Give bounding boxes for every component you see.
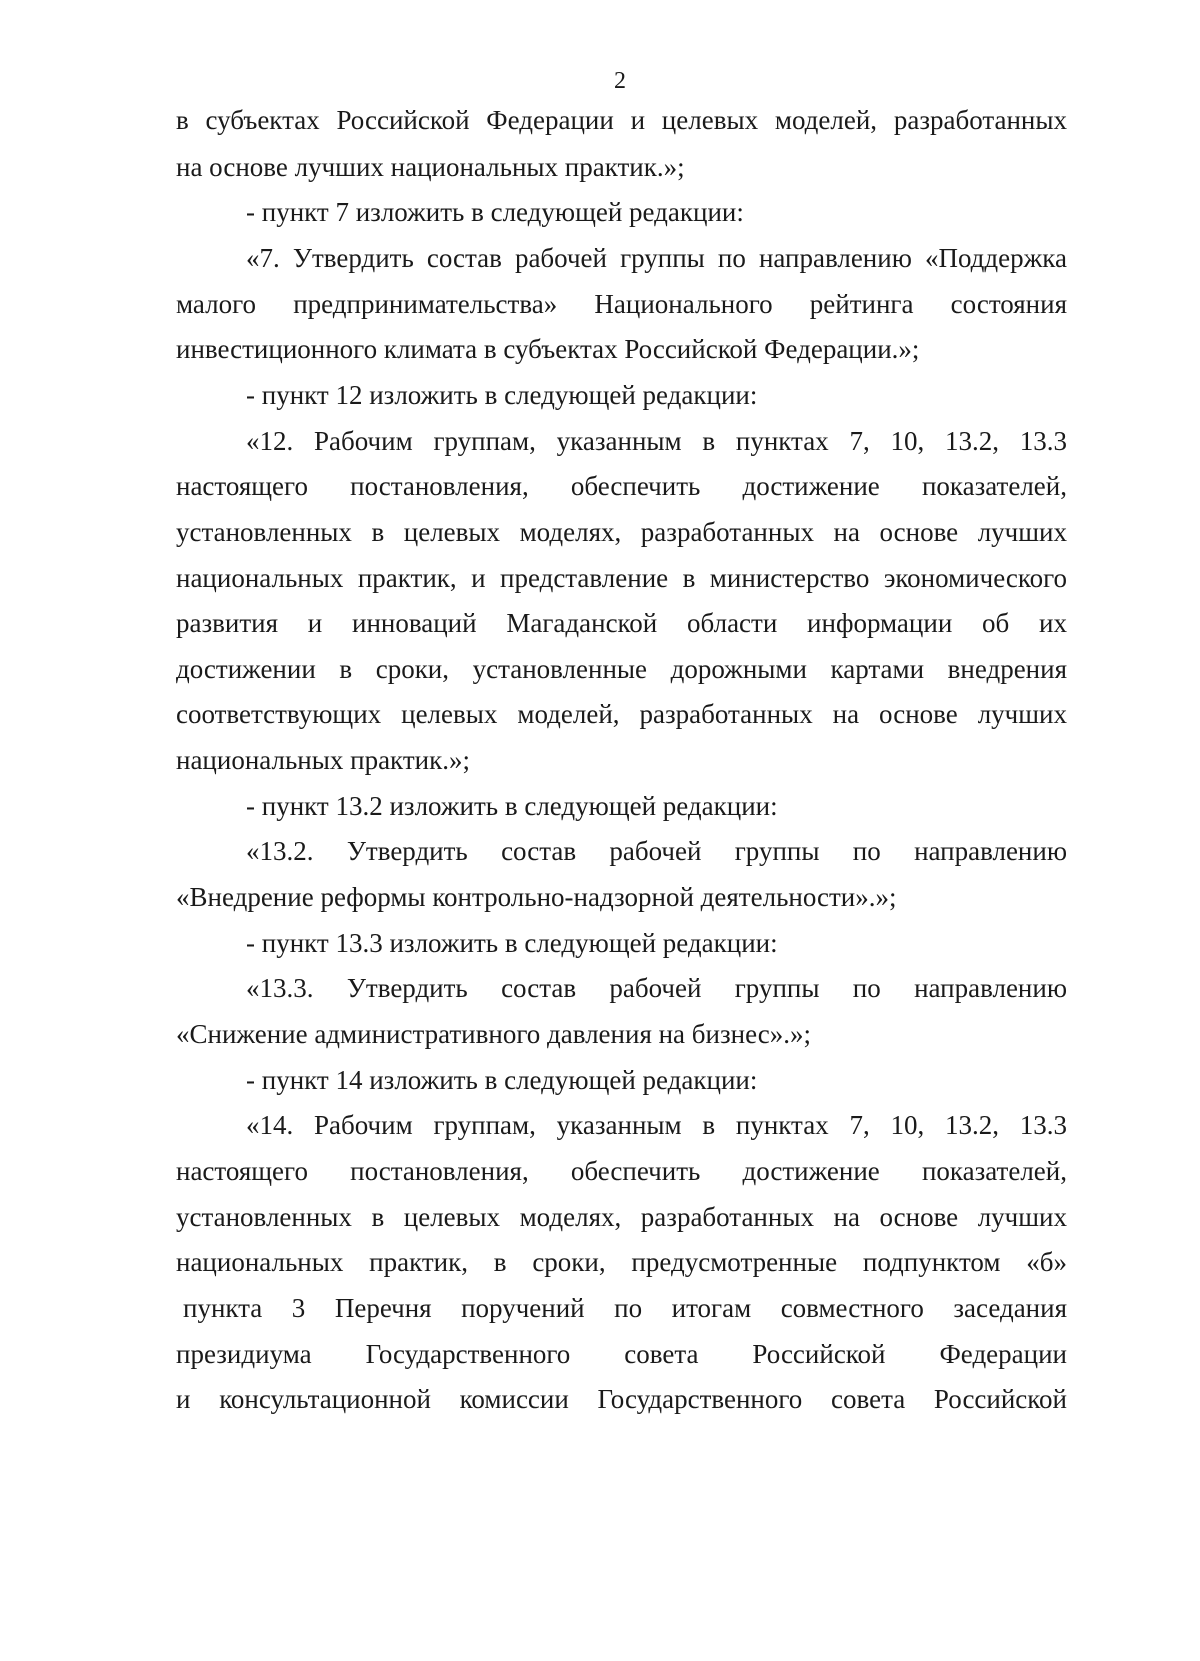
text-line: - пункт 12 изложить в следующей редакции: [246, 380, 758, 410]
text-line: - пункт 13.2 изложить в следующей редакции: [246, 791, 778, 821]
text-line: - пункт 14 изложить в следующей редакции: [246, 1065, 758, 1095]
text-line: «Внедрение реформы контрольно-надзорной деятельности».»; [176, 882, 897, 912]
text-line: инвестиционного климата в субъектах Российской Федерации.»; [176, 334, 920, 364]
page-number: 2 [614, 68, 626, 94]
text-line: настоящего постановления, обеспечить достижение показателей, [176, 471, 1067, 501]
text-line: «Снижение административного давления на бизнес».»; [176, 1019, 811, 1049]
text-line: президиума Государственного совета Российской Федерации [176, 1339, 1067, 1369]
text-line: национальных практик.»; [176, 745, 470, 775]
text-line: «12. Рабочим группам, указанным в пунктах 7, 10, 13.2, 13.3 [246, 426, 1067, 456]
text-line: соответствующих целевых моделей, разработанных на основе лучших [176, 699, 1067, 729]
text-line: - пункт 7 изложить в следующей редакции: [246, 197, 744, 227]
text-line: - пункт 13.3 изложить в следующей редакции: [246, 928, 778, 958]
text-line: установленных в целевых моделях, разработанных на основе лучших [176, 517, 1067, 547]
text-line: и консультационной комиссии Государственного совета Российской [176, 1384, 1067, 1414]
text-line: в субъектах Российской Федерации и целевых моделей, разработанных [176, 105, 1067, 135]
text-line: пункта 3 Перечня поручений по итогам совместного заседания [183, 1293, 1067, 1323]
text-line: малого предпринимательства» Национального рейтинга состояния [176, 289, 1067, 319]
text-line: «13.3. Утвердить состав рабочей группы по направлению [246, 973, 1067, 1003]
text-line: развития и инноваций Магаданской области информации об их [176, 608, 1067, 638]
text-line: на основе лучших национальных практик.»; [176, 152, 685, 182]
text-line: национальных практик, и представление в министерство экономического [176, 563, 1067, 593]
text-line: настоящего постановления, обеспечить достижение показателей, [176, 1156, 1067, 1186]
text-line: установленных в целевых моделях, разработанных на основе лучших [176, 1202, 1067, 1232]
text-line: «13.2. Утвердить состав рабочей группы по направлению [246, 836, 1067, 866]
text-line: «14. Рабочим группам, указанным в пунктах 7, 10, 13.2, 13.3 [246, 1110, 1067, 1140]
text-line: достижении в сроки, установленные дорожными картами внедрения [176, 654, 1067, 684]
text-line: национальных практик, в сроки, предусмотренные подпунктом «б» [176, 1247, 1067, 1277]
text-line: «7. Утвердить состав рабочей группы по направлению «Поддержка [246, 243, 1067, 273]
